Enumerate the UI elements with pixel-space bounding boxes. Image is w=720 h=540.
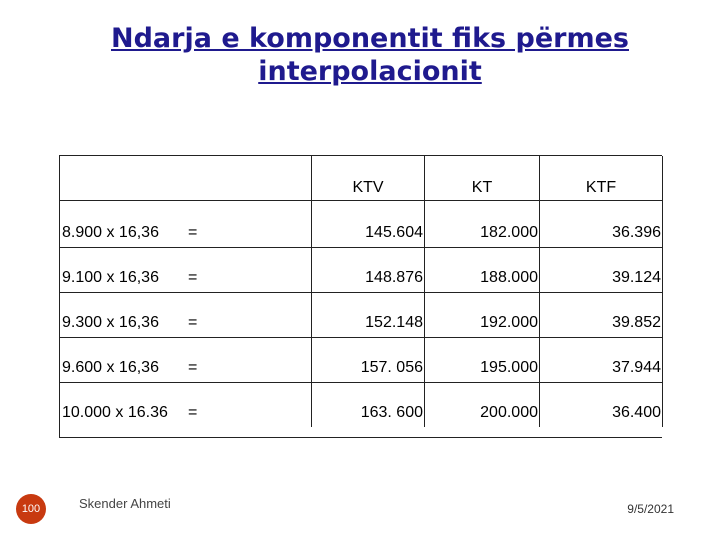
equals-sign: = — [188, 359, 198, 376]
table-header-row — [60, 156, 663, 201]
row-label: 10.000 x 16.36 — [62, 404, 168, 421]
row-label-cell — [60, 338, 312, 382]
row-label: 8.900 x 16,36 — [62, 224, 159, 241]
table-row — [60, 293, 663, 338]
ktv-cell: 163. 600 — [312, 383, 425, 427]
row-label-cell — [60, 248, 312, 292]
ktf-cell: 36.396 — [540, 203, 663, 247]
slide-title: Ndarja e komponentit fiks përmes interpolacionit — [111, 23, 629, 87]
kt-cell: 200.000 — [425, 383, 540, 427]
header-cell-empty — [60, 156, 312, 203]
kt-cell: 188.000 — [425, 248, 540, 292]
author-name: Skender Ahmeti — [79, 496, 171, 511]
header-cell-kt: KT — [425, 156, 540, 203]
ktf-cell: 39.852 — [540, 293, 663, 337]
page-number-badge: 100 — [16, 494, 46, 524]
ktf-cell: 37.944 — [540, 338, 663, 382]
ktf-cell: 39.124 — [540, 248, 663, 292]
table-row — [60, 338, 663, 383]
equals-sign: = — [188, 404, 198, 421]
kt-cell: 182.000 — [425, 203, 540, 247]
row-label-cell — [60, 383, 312, 427]
data-table — [59, 155, 662, 438]
header-cell-ktf: KTF — [540, 156, 663, 203]
ktv-cell: 148.876 — [312, 248, 425, 292]
equals-sign: = — [188, 224, 198, 241]
table-row — [60, 248, 663, 293]
kt-cell: 192.000 — [425, 293, 540, 337]
row-label: 9.600 x 16,36 — [62, 359, 159, 376]
ktv-cell: 145.604 — [312, 203, 425, 247]
slide-date: 9/5/2021 — [627, 502, 674, 516]
ktv-cell: 157. 056 — [312, 338, 425, 382]
table-row — [60, 383, 663, 428]
equals-sign: = — [188, 269, 198, 286]
ktv-cell: 152.148 — [312, 293, 425, 337]
row-label-cell — [60, 203, 312, 247]
equals-sign: = — [188, 314, 198, 331]
header-cell-ktv: KTV — [312, 156, 425, 203]
table-row — [60, 203, 663, 248]
kt-cell: 195.000 — [425, 338, 540, 382]
row-label-cell — [60, 293, 312, 337]
row-label: 9.300 x 16,36 — [62, 314, 159, 331]
ktf-cell: 36.400 — [540, 383, 663, 427]
row-label: 9.100 x 16,36 — [62, 269, 159, 286]
